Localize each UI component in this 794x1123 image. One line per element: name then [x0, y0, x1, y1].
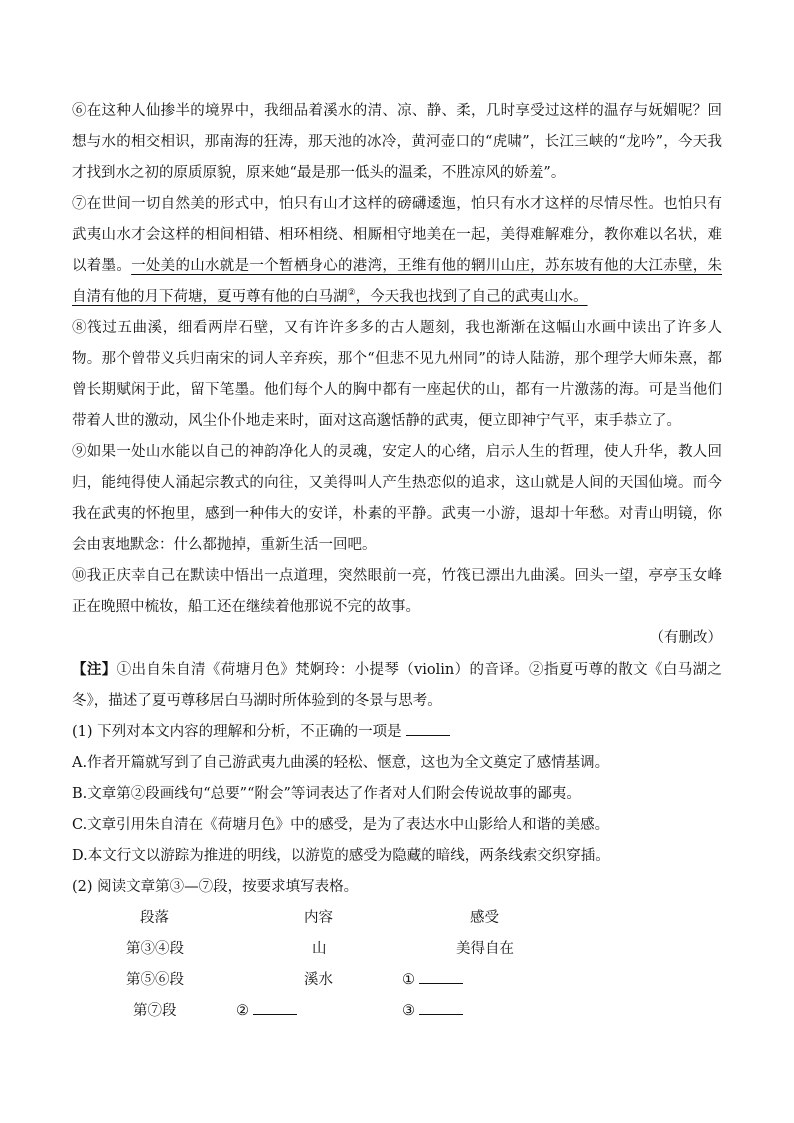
- paragraph-8: ⑧筏过五曲溪，细看两岸石壁，又有许许多多的古人题刻，我也渐渐在这幅山水画中读出了许多人物。那个曾带义兵归南宋的词人辛弃疾，那个“但悲不见九州同”的诗人陆游，那个理学大师朱熹，都曾长期赋闲于此，留下笔墨。他们每个人的胸中都有一座起伏的山，都有一片激荡的海。可是当他们带着人世的激动，风尘仆仆地走来时，面对这高邈恬静的武夷，便立即神宁气平，束手恭立了。: [72, 320, 722, 429]
- question-1-stem: [72, 717, 722, 748]
- answer-blank-3[interactable]: [419, 1000, 463, 1015]
- table-row-1-content: 山: [312, 941, 327, 957]
- annotation-label: 【注】: [72, 661, 117, 678]
- blank-marker-1: ①: [402, 972, 415, 988]
- source-note: （有删改）: [649, 630, 722, 646]
- underlined-sentence: [72, 258, 722, 305]
- option-b: B.文章第②段画线句“总要”“附会”等词表达了作者对人们附会传说故事的鄙夷。: [72, 786, 581, 802]
- table-row-2-paragraph: 第⑤⑥段: [126, 972, 184, 988]
- question-1-text: (1) 下列对本文内容的理解和分析，不正确的一项是: [72, 724, 402, 740]
- answer-blank-2[interactable]: [253, 1000, 297, 1015]
- paragraph-10: ⑩我正庆幸自己在默读中悟出一点道理，突然眼前一亮，竹筏已漂出九曲溪。回头一望，亭亭玉女峰正在晚照中梳妆，船工还在继续着他那说不完的故事。: [72, 568, 722, 615]
- answer-blank-1[interactable]: [419, 969, 463, 984]
- option-a: A.作者开篇就写到了自己游武夷九曲溪的轻松、惬意，这也为全文奠定了感情基调。: [72, 755, 610, 771]
- option-d: D.本文行文以游踪为推进的明线，以游览的感受为隐藏的暗线，两条线索交织穿插。: [72, 848, 610, 864]
- answer-blank[interactable]: [406, 721, 450, 736]
- question-2-stem: (2) 阅读文章第③—⑦段，按要求填写表格。: [72, 879, 359, 895]
- paragraph-6: ⑥在这种人仙掺半的境界中，我细品着溪水的清、凉、静、柔，几时享受过这样的温存与妩媚呢？回想与水的相交相识，那南海的狂涛，那天池的冰冷，黄河壶口的“虎啸”，长江三峡的“龙吟”，今天我才找到水之初的原质原貌，原来她“最是那一低头的温柔，不胜凉风的娇羞”。: [72, 103, 722, 181]
- blank-marker-2: ②: [236, 1003, 249, 1019]
- table-row-2-content: 溪水: [304, 972, 333, 988]
- blank-marker-3: ③: [402, 1003, 415, 1019]
- underlined-part-1: 一处美的山水就是一个暂栖身心的港湾，王维有他的辋川山庄，苏东坡有他的大江赤壁，朱自清有他的月下荷塘，夏丏尊有他的白马湖: [72, 258, 723, 305]
- underlined-part-2: ，今天我也找到了自己的武夷山水。: [355, 289, 588, 305]
- table-row-3-content: [236, 996, 297, 1027]
- document-page: [72, 96, 722, 1027]
- table-row-1-feeling: 美得自在: [456, 941, 514, 957]
- table-header-content: 内容: [304, 910, 333, 926]
- table-row-1-paragraph: 第③④段: [126, 941, 184, 957]
- table-row-2-feeling: [402, 965, 463, 996]
- table-row-3-feeling: [402, 996, 463, 1027]
- paragraph-7: [72, 189, 722, 313]
- answer-table: [72, 903, 722, 1027]
- table-header-feeling: 感受: [470, 910, 499, 926]
- paragraph-9: ⑨如果一处山水能以自己的神韵净化人的灵魂，安定人的心绪，启示人生的哲理，使人升华，教人回归，能纯得使人涌起宗教式的向往，又美得叫人产生热恋似的追求，这山就是人间的天国仙境。而今我在武夷的怀抱里，感到一种伟大的安详，朴素的平静。武夷一小游，退却十年愁。对青山明镜，你会由衷地默念：什么都抛掉，重新生活一回吧。: [72, 444, 722, 553]
- paragraph-7-text: ⑦在世间一切自然美的形式中，怕只有山才这样的磅礴逶迤，怕只有水才这样的尽情尽性。也怕只有武夷山水才会这样的相间相错、相环相绕、相厮相守地美在一起，美得难解难分，教你难以名状，难以着墨。: [72, 196, 722, 274]
- footnote-marker-2: ②: [347, 288, 356, 299]
- option-c: C.文章引用朱自清在《荷塘月色》中的感受，是为了表达水中山影给人和谐的美感。: [72, 817, 610, 833]
- table-row-3-paragraph: 第⑦段: [133, 1003, 177, 1019]
- annotation-text: ①出自朱自清《荷塘月色》梵婀玲：小提琴（violin）的音译。②指夏丏尊的散文《白马湖之冬》，描述了夏丏尊移居白马湖时所体验到的冬景与思考。: [72, 662, 723, 709]
- annotation: [72, 654, 722, 717]
- table-header-paragraph: 段落: [140, 910, 169, 926]
